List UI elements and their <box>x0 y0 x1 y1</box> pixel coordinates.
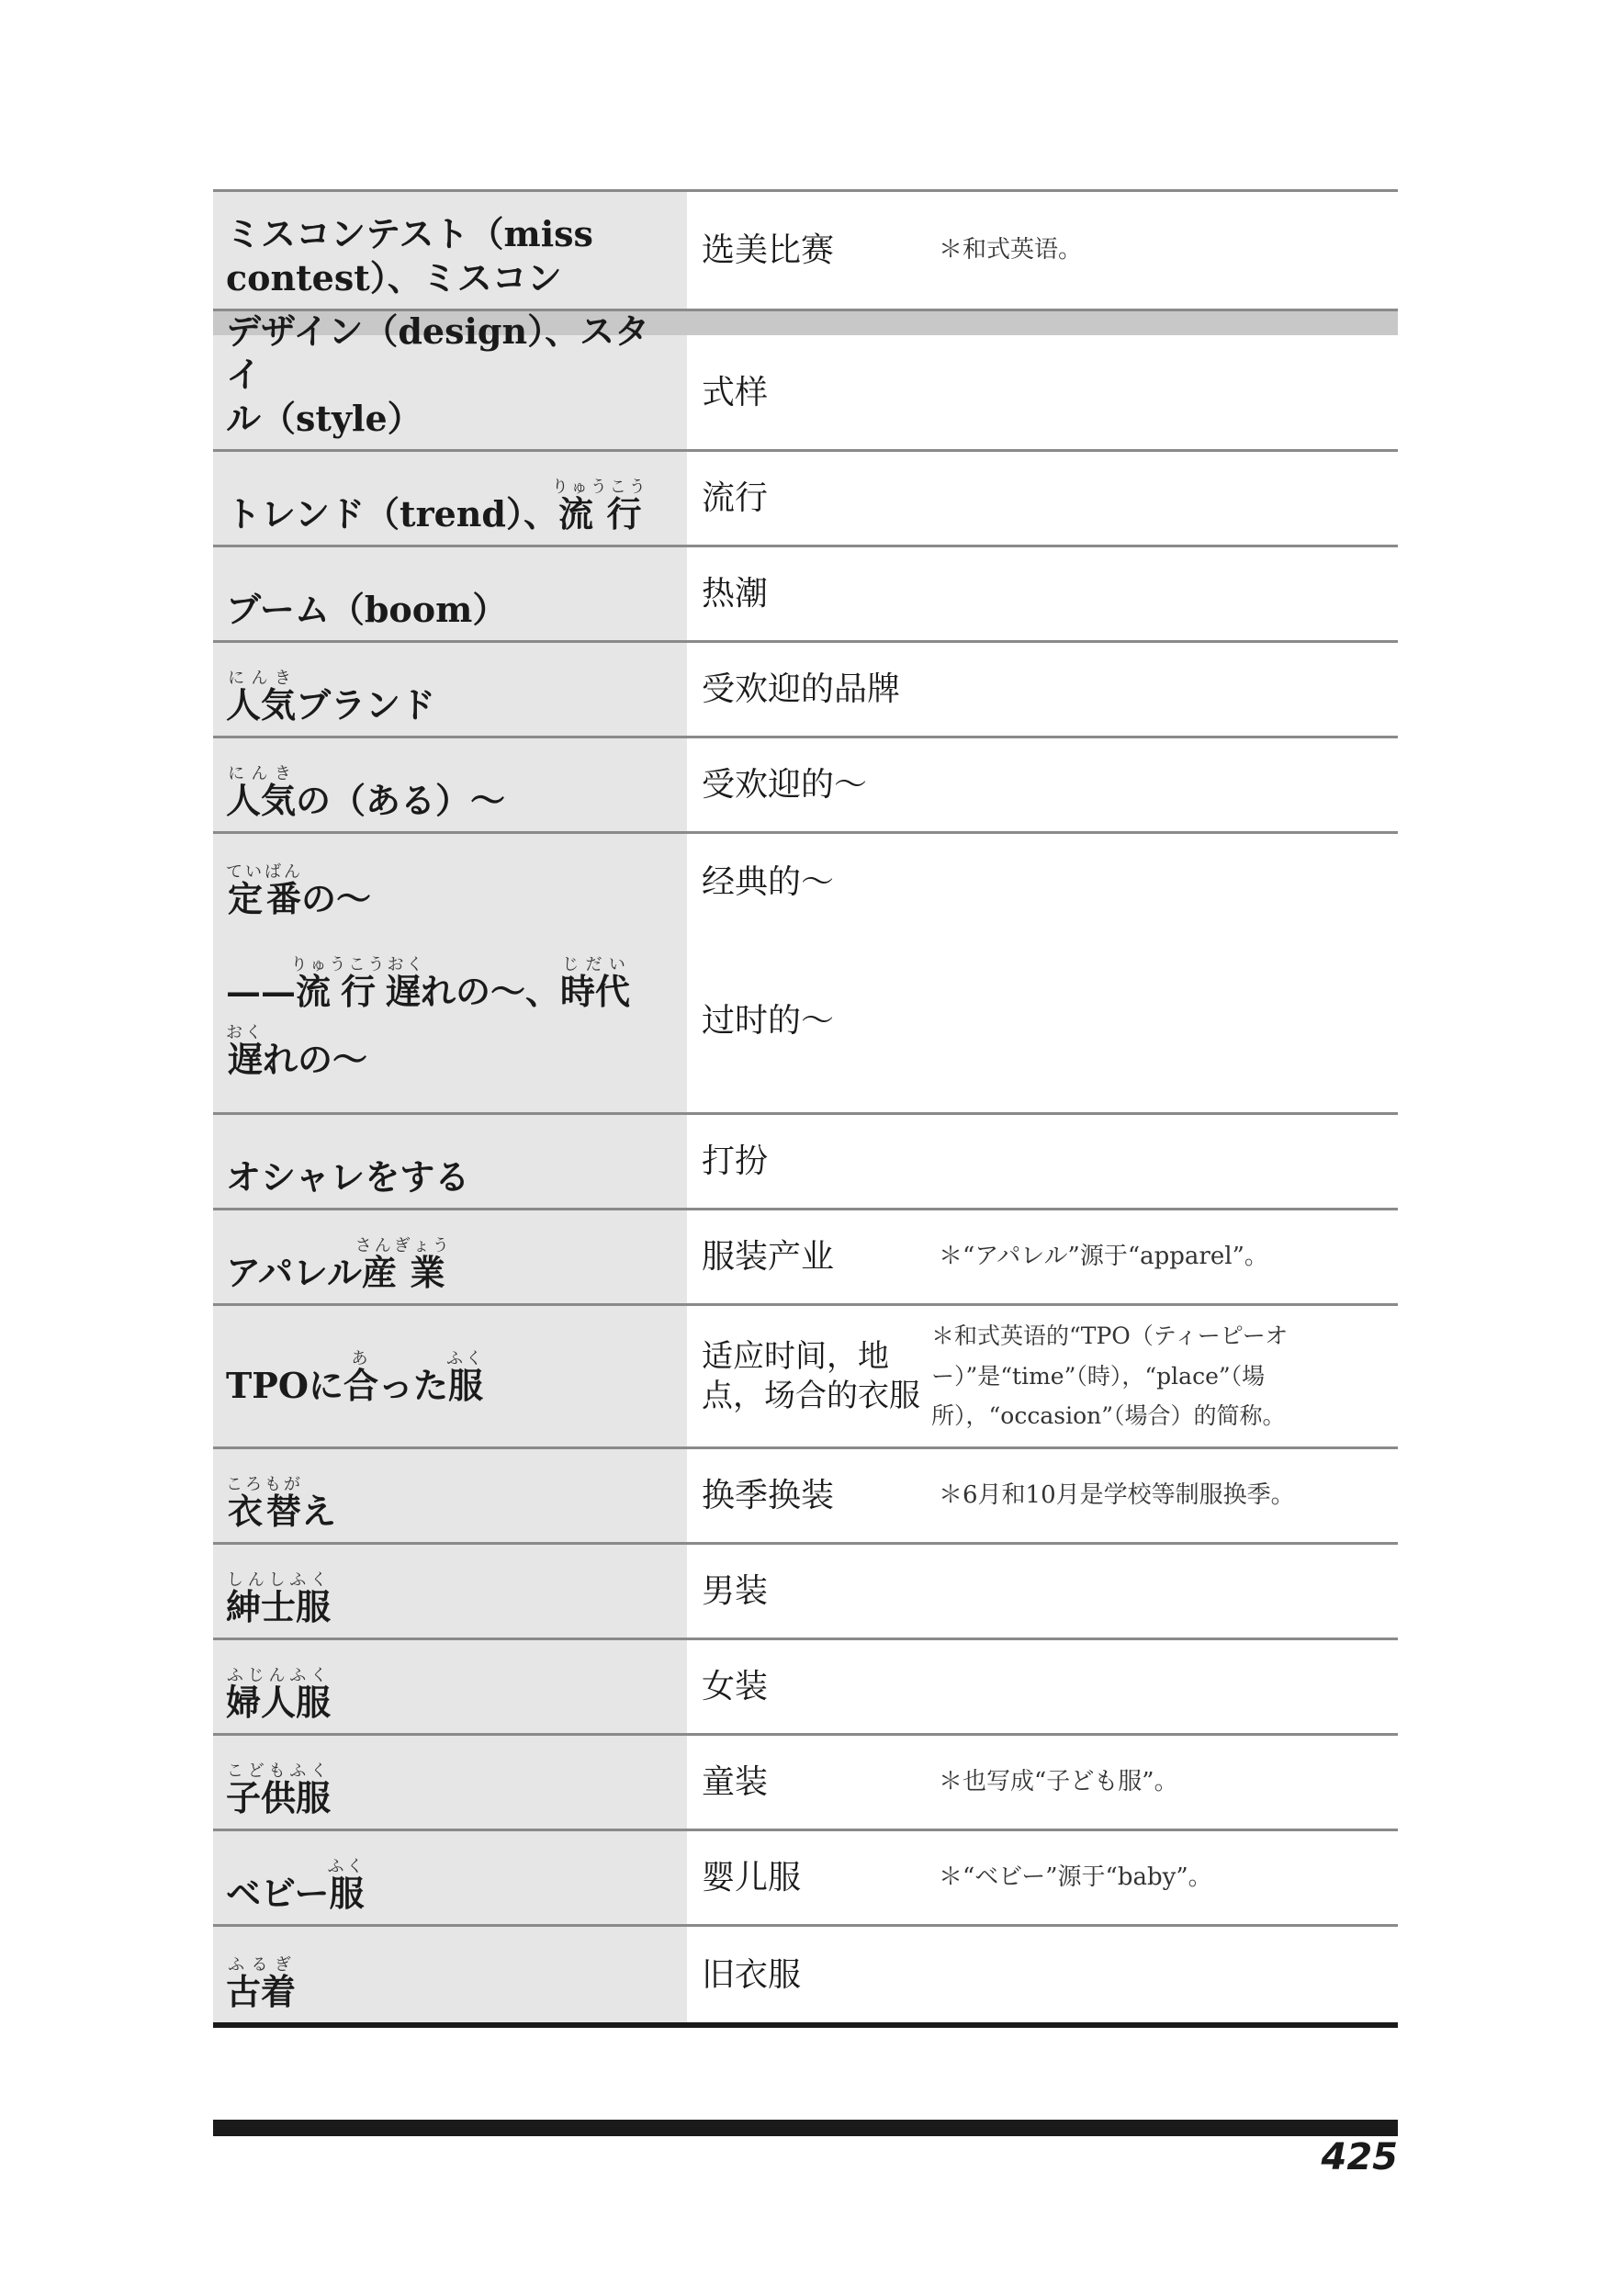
furigana: しんしふく <box>226 1570 331 1590</box>
chinese-translation: 打扮 <box>702 1142 769 1180</box>
ruby-term <box>446 1348 486 1406</box>
chinese-translation: 旧衣服 <box>702 1955 802 1994</box>
japanese-term-line <box>226 1955 676 2014</box>
ruby-term <box>226 1022 265 1080</box>
ruby-term <box>226 1761 332 1818</box>
chinese-translation: 式样 <box>702 373 769 411</box>
table-row <box>213 1831 1398 1927</box>
japanese-term-line: ブーム（boom） <box>226 588 508 630</box>
japanese-term <box>213 1736 687 1829</box>
translation-cell <box>687 335 1398 449</box>
translation-cell <box>687 1545 1398 1638</box>
japanese-term-line <box>226 1570 676 1629</box>
japanese-term <box>213 643 687 736</box>
kanji-text: 定番 <box>226 877 303 919</box>
term-text: TPOに <box>226 1364 343 1406</box>
japanese-term-line <box>226 669 676 727</box>
japanese-term-line <box>226 955 676 1023</box>
furigana: ふるぎ <box>226 1954 296 1975</box>
chinese-translation: 过时的～ <box>702 1002 835 1040</box>
kanji-text: 遅 <box>226 1038 265 1080</box>
translation-cell <box>687 738 1398 831</box>
furigana: こどもふく <box>226 1761 331 1781</box>
ruby-term <box>226 861 303 919</box>
japanese-term-line <box>226 1666 676 1725</box>
table-row <box>213 929 1398 1115</box>
japanese-term <box>213 834 687 929</box>
translation-cell <box>687 834 1398 929</box>
chinese-translation: 受欢迎的品牌 <box>702 670 901 708</box>
table-row <box>213 1306 1398 1449</box>
japanese-term-line <box>226 1349 676 1408</box>
furigana: にんき <box>226 668 296 688</box>
kanji-text: 子供服 <box>226 1776 332 1818</box>
translation-cell <box>687 1640 1398 1733</box>
term-text: の（ある）～ <box>296 779 506 821</box>
table-row <box>213 1640 1398 1736</box>
table-row <box>213 310 1398 452</box>
furigana: ふく <box>446 1348 486 1368</box>
table-row <box>213 452 1398 547</box>
usage-note: ＊“ベビー”源于“baby”。 <box>939 1863 1212 1891</box>
japanese-term <box>213 1545 687 1638</box>
kanji-text: 服 <box>327 1872 366 1914</box>
furigana: りゅうこうおく <box>290 955 426 974</box>
table-row <box>213 1210 1398 1306</box>
japanese-term-line: オシャレをする <box>226 1155 470 1198</box>
ruby-term <box>226 1954 297 2012</box>
japanese-term <box>213 310 687 449</box>
translation-cell <box>687 1210 1398 1303</box>
table-row <box>213 1115 1398 1210</box>
chinese-translation: 换季换装 <box>702 1477 835 1514</box>
kanji-text: 古着 <box>226 1970 297 2012</box>
chinese-translation: 女装 <box>702 1668 769 1705</box>
translation-cell <box>687 1927 1398 2022</box>
translation-cell <box>687 1115 1398 1208</box>
translation-cell <box>687 452 1398 545</box>
ruby-term <box>226 1570 332 1627</box>
kanji-text: 産業 <box>355 1251 452 1293</box>
chinese-translation: 男装 <box>702 1572 769 1610</box>
usage-note: ＊“アパレル”源于“apparel”。 <box>939 1242 1268 1270</box>
furigana: にんき <box>226 763 296 783</box>
usage-note: ＊6月和10月是学校等制服换季。 <box>939 1480 1295 1509</box>
kanji-text: 服 <box>446 1364 485 1406</box>
table-row <box>213 547 1398 643</box>
usage-note: ＊也写成“子ども服”。 <box>939 1767 1178 1795</box>
japanese-term <box>213 1449 687 1542</box>
japanese-term <box>213 452 687 545</box>
japanese-term <box>213 738 687 831</box>
kanji-text: 婦人服 <box>226 1681 332 1723</box>
kanji-text: 時代 <box>560 971 631 1012</box>
chinese-translation: 选美比赛 <box>702 231 835 269</box>
ruby-term <box>226 1474 303 1532</box>
translation-cell <box>687 1831 1398 1924</box>
vocabulary-table <box>213 189 1398 2028</box>
ruby-term <box>226 1665 332 1723</box>
japanese-term <box>213 1210 687 1303</box>
chinese-translation: 婴儿服 <box>702 1859 802 1896</box>
term-text: え <box>301 1490 337 1532</box>
furigana: ふく <box>327 1856 366 1876</box>
term-text: ブランド <box>296 683 436 726</box>
japanese-term-line: ル（style） <box>226 397 422 439</box>
ruby-term <box>343 1348 378 1406</box>
japanese-term-line <box>226 478 676 536</box>
chinese-translation: 适应时间，地点，场合的衣服 <box>702 1338 920 1414</box>
term-text: った <box>377 1364 448 1406</box>
table-row <box>213 738 1398 834</box>
term-text: アパレル <box>226 1251 363 1293</box>
translation-cell <box>687 643 1398 736</box>
japanese-term <box>213 1831 687 1924</box>
kanji-text: 人気 <box>226 683 297 726</box>
japanese-term <box>213 929 687 1112</box>
translation-cell <box>687 929 1398 1112</box>
japanese-term-line <box>226 1475 676 1534</box>
japanese-term-line <box>226 1236 676 1295</box>
furigana: ふじんふく <box>226 1665 331 1685</box>
term-text: の～ <box>301 877 372 919</box>
page-number: 425 <box>1321 2136 1398 2178</box>
furigana: ていばん <box>226 861 303 882</box>
usage-note: ＊和式英语。 <box>939 235 1083 264</box>
table-row <box>213 1927 1398 2022</box>
translation-cell <box>687 547 1398 640</box>
japanese-term-line <box>226 764 676 823</box>
japanese-term-line <box>226 1023 676 1091</box>
japanese-term <box>213 547 687 640</box>
japanese-term <box>213 1640 687 1733</box>
translation-cell <box>687 1306 1398 1446</box>
translation-cell <box>687 192 1398 309</box>
usage-note: ＊和式英语的“TPO（ティーピーオー）”是“time”（時），“place”（場所），“occasion”（場合）的简称。 <box>931 1322 1289 1430</box>
furigana: あ <box>343 1348 378 1368</box>
ruby-term <box>226 668 297 726</box>
ruby-term <box>226 763 297 821</box>
japanese-term <box>213 1115 687 1208</box>
japanese-term-line <box>226 862 676 921</box>
ruby-term <box>327 1856 366 1914</box>
chinese-translation: 经典的～ <box>702 862 835 901</box>
ruby-term <box>551 477 648 535</box>
term-text: れの～ <box>263 1038 368 1080</box>
ruby-term <box>560 955 631 1012</box>
term-text: —— <box>226 971 296 1012</box>
table-row <box>213 192 1398 311</box>
chinese-translation: 热潮 <box>702 575 769 613</box>
table-row <box>213 1736 1398 1831</box>
term-text: ベビー <box>226 1872 330 1914</box>
term-text: れの～、 <box>421 971 561 1012</box>
japanese-term-line: ミスコンテスト（miss <box>226 213 593 254</box>
chinese-translation: 服装产业 <box>702 1238 835 1276</box>
japanese-term <box>213 1306 687 1446</box>
japanese-term <box>213 192 687 309</box>
kanji-text: 合 <box>343 1364 378 1406</box>
kanji-text: 紳士服 <box>226 1585 332 1627</box>
table-row <box>213 643 1398 738</box>
furigana: じだい <box>560 955 631 974</box>
footer-rule <box>213 2120 1398 2136</box>
japanese-term-line: デザイン（design）、スタイ <box>226 310 650 395</box>
table-row <box>213 834 1398 929</box>
table-row <box>213 1545 1398 1640</box>
kanji-text: 衣替 <box>226 1490 303 1532</box>
japanese-term-line <box>226 1857 676 1916</box>
ruby-term <box>355 1235 452 1293</box>
translation-cell <box>687 1449 1398 1542</box>
furigana: おく <box>226 1022 265 1042</box>
furigana: さんぎょう <box>355 1235 452 1255</box>
kanji-text: 流行 <box>551 492 648 535</box>
translation-cell <box>687 1736 1398 1829</box>
chinese-translation: 流行 <box>702 479 769 517</box>
kanji-text: 流行遅 <box>290 971 426 1012</box>
furigana: りゅうこう <box>551 477 648 497</box>
table-row <box>213 1449 1398 1545</box>
furigana: ころもが <box>226 1474 303 1494</box>
japanese-term <box>213 1927 687 2022</box>
chinese-translation: 受欢迎的～ <box>702 766 868 804</box>
kanji-text: 人気 <box>226 779 297 821</box>
ruby-term <box>290 955 426 1012</box>
japanese-term-line: contest）、ミスコン <box>226 256 562 298</box>
japanese-term-line <box>226 1761 676 1820</box>
chinese-translation: 童装 <box>702 1763 769 1801</box>
term-text: トレンド（trend）、 <box>226 492 558 535</box>
